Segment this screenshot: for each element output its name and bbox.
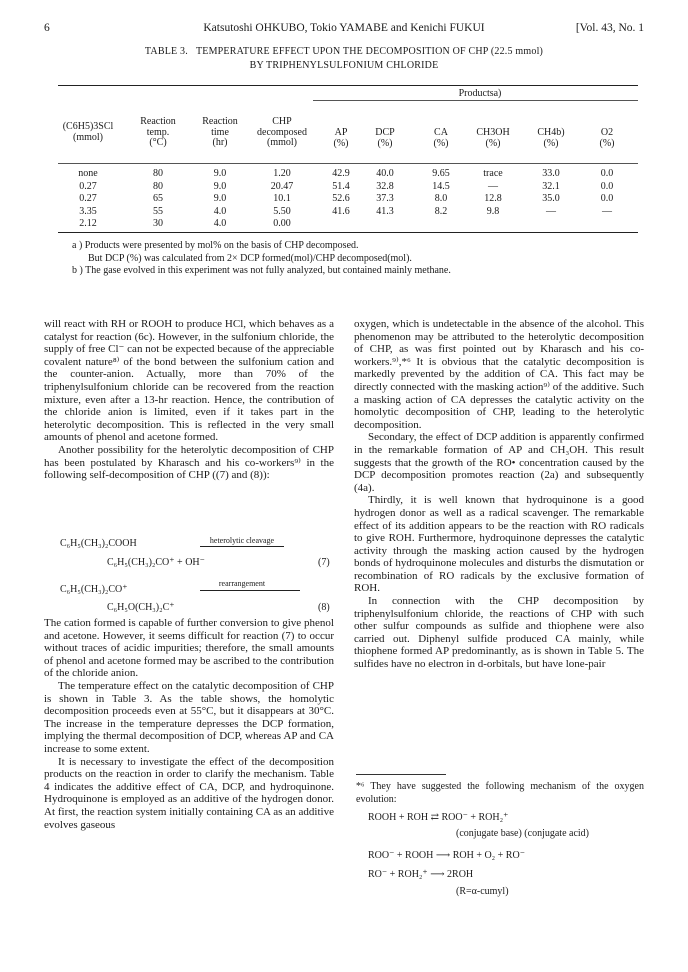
paragraph: will react with RH or ROOH to produce HCl, which behaves as a catalyst for reaction (6c). However, in the sulfonium chloride, the supply of free Cl⁻ can not be expected because of the appreciable covalent nature⁸⁾ of the bond between the sulfonium cation and the counter-anion. Actually, more than 70% of the triphenylsulfonium chloride can be recovered from the reaction mixture, even after a 13-hr reaction. Hence, the contribution of the chloride anion is limited, even if it takes part in the heterolytic decomposition. This is reflected in the very small amounts of phenol and acetone formed.: [44, 318, 334, 444]
running-header: [44, 22, 644, 38]
table-cell: 41.6: [332, 205, 350, 217]
product-header: DCP (%): [375, 127, 395, 149]
table-cell: 33.0: [542, 168, 560, 179]
paragraph: Another possibility for the heterolytic decomposition of CHP has been postulated by Kharasch and his co-workers⁹⁾ in the following self-decomposition of CHP ((7) and (8)):: [44, 443, 334, 482]
paragraph: oxygen, which is undetectable in the absence of the alcohol. This phenomenon may be attributed to the heterolytic decomposition of CHP, as was first pointed out by Kharasch and his co-workers.⁹⁾,*⁶ It is obvious that the catalytic decomposition is markedly prevented by the addition of CA. This fact may be directly connected with the masking action⁹⁾ of the additive. Such a masking action of CA depresses the catalytic activity on the homolytic decomposition of CHP, leading to the heterolytic decomposition.: [354, 318, 644, 431]
table-cell: 0.0: [600, 193, 614, 204]
table-cell: 3.35: [79, 205, 97, 217]
table-caption: [44, 45, 644, 73]
running-authors: Katsutoshi OHKUBO, Tokio YAMABE and Kenichi FUKUI: [203, 22, 485, 34]
product-header: AP (%): [333, 127, 349, 149]
table-rule-bottom: [58, 232, 638, 233]
equation-8-arrow-label: rearrangement: [218, 579, 266, 588]
table-cell: none: [78, 168, 98, 179]
table-cell: 52.6: [332, 193, 350, 204]
product-header: O2 (%): [599, 127, 615, 149]
paragraph: Thirdly, it is well known that hydroquinone is a good hydrogen donor as well as a radical scavenger. The remarkable effect of its addition appears to be the reaction with RO radicals to give ROH. Furthermore, hydroquinone depresses the catalytic activity through the masking action caused by the hydrogen bonds of hydroquinone molecules and disturbs the dismutation or recombination of RO radicals by the exclusive formation of ROH.: [354, 494, 644, 595]
footnote-rule: [356, 774, 446, 775]
equation-7-number: (7): [318, 557, 330, 568]
arrow-icon: [200, 542, 284, 547]
reaction-1-labels: (conjugate base) (conjugate acid): [456, 828, 589, 839]
equation-7-arrow-label: heterolytic cleavage: [209, 536, 275, 545]
table-cell: 9.0: [213, 193, 227, 204]
table-cell: 12.8: [484, 193, 502, 204]
left-column-bottom: [44, 617, 334, 831]
table-cell: —: [488, 180, 498, 192]
table-cell: 55: [153, 205, 163, 217]
paragraph: In connection with the CHP decomposition by triphenylsulfonium chloride, the reactions of CHP with such other sulfur compounds as sulfide and thiophene were also carried out. Diphenyl sulfide produced CA mainly, while thiophene formed AP predominantly, as is shown in Table 5. The sulfides have no electron in d-orbitals, but have lone-pair: [354, 595, 644, 671]
reaction-3: RO⁻ + ROH₂⁺ ⟶ 2ROH: [368, 869, 474, 880]
arrow-icon: [200, 586, 300, 591]
table-cell: 65: [153, 193, 163, 204]
equation-8-number: (8): [318, 602, 330, 613]
table-notes: [72, 240, 632, 278]
reaction-1: ROOH + ROH ⇄ ROO⁻ + ROH₂⁺: [368, 812, 509, 823]
table-cell: 0.0: [600, 180, 614, 192]
table-cell: 0.00: [273, 218, 291, 229]
equation-7-left: C₆H₅(CH₃)₂COOH: [60, 538, 137, 549]
note-a: a ) Products were presented by mol% on the basis of CHP decomposed.: [72, 240, 359, 251]
table-cell: 9.0: [213, 180, 227, 192]
reaction-2: ROO⁻ + ROOH ⟶ ROH + O₂ + RO⁻: [368, 850, 525, 861]
table-cell: 40.0: [376, 168, 394, 179]
note-b: b ) The gase evolved in this experiment was not fully analyzed, but contained mainly methane.: [72, 265, 451, 276]
table-cell: 9.8: [486, 205, 500, 217]
table-cell: 10.1: [273, 193, 291, 204]
equation-8-right: C₆H₅O(CH₃)₂C⁺: [107, 602, 175, 613]
header-time: Reaction time (hr): [202, 116, 238, 148]
table-cell: trace: [483, 168, 503, 179]
table-cell: —: [546, 205, 556, 217]
equation-7-right: C₆H₅(CH₃)₂CO⁺ + OH⁻: [107, 557, 205, 568]
table-cell: 4.0: [213, 205, 227, 217]
table-cell: 0.0: [600, 168, 614, 179]
header-chp: CHP decomposed (mmol): [257, 116, 307, 148]
page-number: 6: [44, 22, 50, 34]
note-a2: But DCP (%) was calculated from 2× DCP formed(mol)/CHP decomposed(mol).: [88, 252, 412, 264]
product-header: CA (%): [433, 127, 449, 149]
header-sulfonium: (C6H5)3SCl (mmol): [62, 121, 114, 143]
table-cell: 37.3: [376, 193, 394, 204]
table-cell: 9.65: [432, 168, 450, 179]
table-cell: 0.27: [79, 180, 97, 192]
table-cell: 80: [153, 168, 163, 179]
paragraph: It is necessary to investigate the effect of the decomposition products on the reaction in order to clarify the mechanism. Table 4 indicates the additive effect of CA, DCP, and hydroquinone. Hydroquinone is employed as an additive of the hydrogen donor. At first, the reaction system initially containing CA as an additive evolves gaseous: [44, 755, 334, 831]
table-cell: 1.20: [273, 168, 291, 179]
table-cell: 41.3: [376, 205, 394, 217]
header-products: Productsa): [458, 88, 502, 99]
table-rule-top: [58, 85, 638, 86]
volume-info: [Vol. 43, No. 1: [575, 22, 644, 34]
header-temp: Reaction temp. (°C): [140, 116, 176, 148]
table-cell: 8.0: [434, 193, 448, 204]
table-cell: 42.9: [332, 168, 350, 179]
table-cell: 30: [153, 218, 163, 229]
left-column-top: [44, 318, 334, 482]
table-title-2: BY TRIPHENYLSULFONIUM CHLORIDE: [249, 60, 439, 71]
paragraph: The temperature effect on the catalytic decomposition of CHP is shown in Table 3. As the table shows, the homolytic decomposition proceeds even at 55°C, but it disappears at 30°C. The increase in the temperature depresses the DCP formation, implying the thermal decomposition of DCP, whereas AP and CA increase to some extent.: [44, 679, 334, 755]
table-cell: 51.4: [332, 180, 350, 192]
table-cell: —: [602, 205, 612, 217]
table-cell: 0.27: [79, 193, 97, 204]
table-cell: 32.1: [542, 180, 560, 192]
table-rule-mid: [58, 163, 638, 164]
table-cell: 35.0: [542, 193, 560, 204]
table-cell: 14.5: [432, 180, 450, 192]
table-cell: 5.50: [273, 205, 291, 217]
table-cell: 8.2: [434, 205, 448, 217]
table-rule-products: [313, 100, 638, 101]
reaction-3-note: (R=α-cumyl): [456, 886, 509, 897]
table-cell: 20.47: [270, 180, 294, 192]
table-cell: 2.12: [79, 218, 97, 229]
footnote: *⁶ They have suggested the following mechanism of the oxygen evolution:: [356, 781, 644, 805]
product-header: CH4b) (%): [537, 127, 565, 149]
product-header: CH3OH (%): [476, 127, 510, 149]
table-cell: 9.0: [213, 168, 227, 179]
paragraph: The cation formed is capable of further conversion to give phenol and acetone. However, it seems difficult for reaction (7) to occur without traces of acidic impurities; therefore, the small amounts of phenol and acetone formed may be ascribed to the contribution of the chloride anion.: [44, 617, 334, 680]
right-column: [354, 318, 644, 671]
table-cell: 4.0: [213, 218, 227, 229]
table-cell: 80: [153, 180, 163, 192]
table-title: TEMPERATURE EFFECT UPON THE DECOMPOSITION OF CHP (22.5 mmol): [195, 46, 544, 57]
paragraph: Secondary, the effect of DCP addition is apparently confirmed in the remarkable formation of AP and CH₃OH. This result suggests that the growth of the RO• concentration caused by the DCP decomposition promotes reaction (2a) and subsequently (4a).: [354, 431, 644, 494]
table-number: TABLE 3.: [144, 46, 188, 57]
equation-8-left: C₆H₅(CH₃)₂CO⁺: [60, 584, 128, 595]
table-cell: 32.8: [376, 180, 394, 192]
